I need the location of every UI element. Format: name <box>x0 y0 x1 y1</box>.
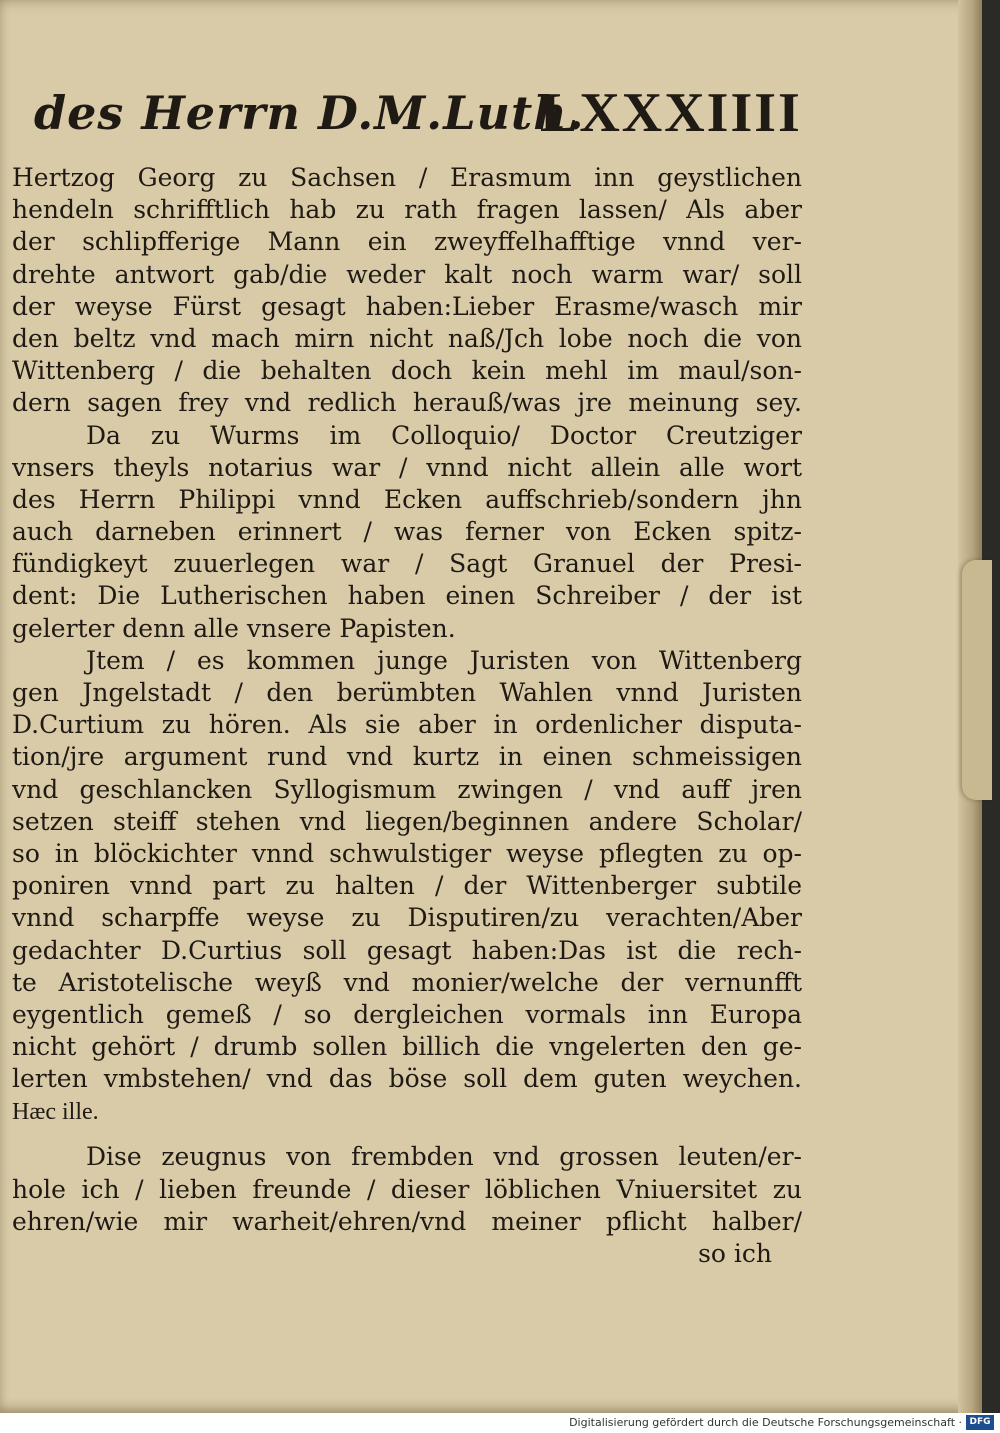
dfg-logo: DFG <box>966 1415 994 1430</box>
text-line: vnnd scharpffe weyse zu Disputiren/zu verachten/Aber <box>12 903 802 933</box>
text-line: Dise zeugnus von frembden vnd grossen leuten/er- <box>86 1142 802 1172</box>
paragraph-3 <box>12 645 802 1130</box>
text-block <box>12 78 802 1270</box>
text-line: vnsers theyls notarius war / vnnd nicht allein alle wort <box>12 452 802 482</box>
text-line: gedachter D.Curtius soll gesagt haben:Das ist die rech- <box>12 935 802 965</box>
text-line: Da zu Wurms im Colloquio/ Doctor Creutziger <box>86 420 802 450</box>
text-line: Jtem / es kommen junge Juristen von Wittenberg <box>86 645 802 675</box>
text-line: eygentlich gemeß / so dergleichen vormals inn Europa <box>12 999 802 1029</box>
text-line: hole ich / lieben freunde / dieser löblichen Vniuersitet zu <box>12 1174 802 1204</box>
text-line: fündigkeyt zuuerlegen war / Sagt Granuel der Presi- <box>12 549 802 579</box>
latin-closing: Hæc ille. <box>12 1099 99 1126</box>
page-header <box>12 78 802 162</box>
text-line: dent: Die Lutherischen haben einen Schreiber / der ist <box>12 581 802 611</box>
text-line: des Herrn Philippi vnnd Ecken auffschrieb/sondern jhn <box>12 484 802 514</box>
paragraph-4 <box>12 1141 802 1270</box>
text-line: tion/jre argument rund vnd kurtz in einen schmeissigen <box>12 742 802 772</box>
text-line: ehren/wie mir warheit/ehren/vnd meiner pflicht halber/ <box>12 1206 802 1236</box>
text-line: gen Jngelstadt / den berümbten Wahlen vnnd Juristen <box>12 678 802 707</box>
text-line: vnd geschlancken Syllogismum zwingen / vnd auff jren <box>12 774 802 804</box>
text-line: drehte antwort gab/die weder kalt noch warm war/ soll <box>12 259 802 289</box>
footer-bar <box>0 1413 1000 1433</box>
text-line: den beltz vnd mach mirn nicht naß/Jch lobe noch die von <box>12 323 802 353</box>
text-line: te Aristotelische weyß vnd monier/welche der vernunfft <box>12 967 802 997</box>
funding-notice: Digitalisierung gefördert durch die Deutsche Forschungsgemeinschaft · <box>569 1416 962 1429</box>
text-line: gelerter denn alle vnsere Papisten. <box>12 613 456 643</box>
catchword: so ich <box>698 1239 772 1268</box>
text-line: so in blöckichter vnnd schwulstiger weyse pflegten zu op- <box>12 838 802 868</box>
text-line: lerten vmbstehen/ vnd das böse soll dem guten weychen. <box>12 1064 802 1094</box>
text-line: Wittenberg / die behalten doch kein mehl im maul/son- <box>12 356 802 386</box>
paragraph-2 <box>12 420 802 645</box>
text-line: dern sagen frey vnd redlich herauß/was jre meinung sey. <box>12 388 802 418</box>
running-head: des Herrn D.M.Luth. <box>34 86 585 140</box>
text-line: setzen steiff stehen vnd liegen/beginnen andere Scholar/ <box>12 806 802 836</box>
text-line: der schlipfferige Mann ein zweyffelhafftige vnnd ver- <box>12 227 802 257</box>
folio-number: LXXXIIII <box>540 82 802 144</box>
text-line: auch darneben erinnert / was ferner von Ecken spitz- <box>12 517 802 547</box>
text-line: poniren vnnd part zu halten / der Wittenberger subtile <box>12 871 802 901</box>
text-line: nicht gehört / drumb sollen billich die vngelerten den ge- <box>12 1032 802 1062</box>
text-line: hendeln schrifftlich hab zu rath fragen lassen/ Als aber <box>12 195 802 225</box>
text-line: Hertzog Georg zu Sachsen / Erasmum inn geystlichen <box>12 163 802 192</box>
paragraph-1 <box>12 162 802 420</box>
text-line: D.Curtium zu hören. Als sie aber in ordenlicher disputa- <box>12 710 802 740</box>
text-line: der weyse Fürst gesagt haben:Lieber Erasme/wasch mir <box>12 291 802 321</box>
page-fold <box>962 560 992 800</box>
